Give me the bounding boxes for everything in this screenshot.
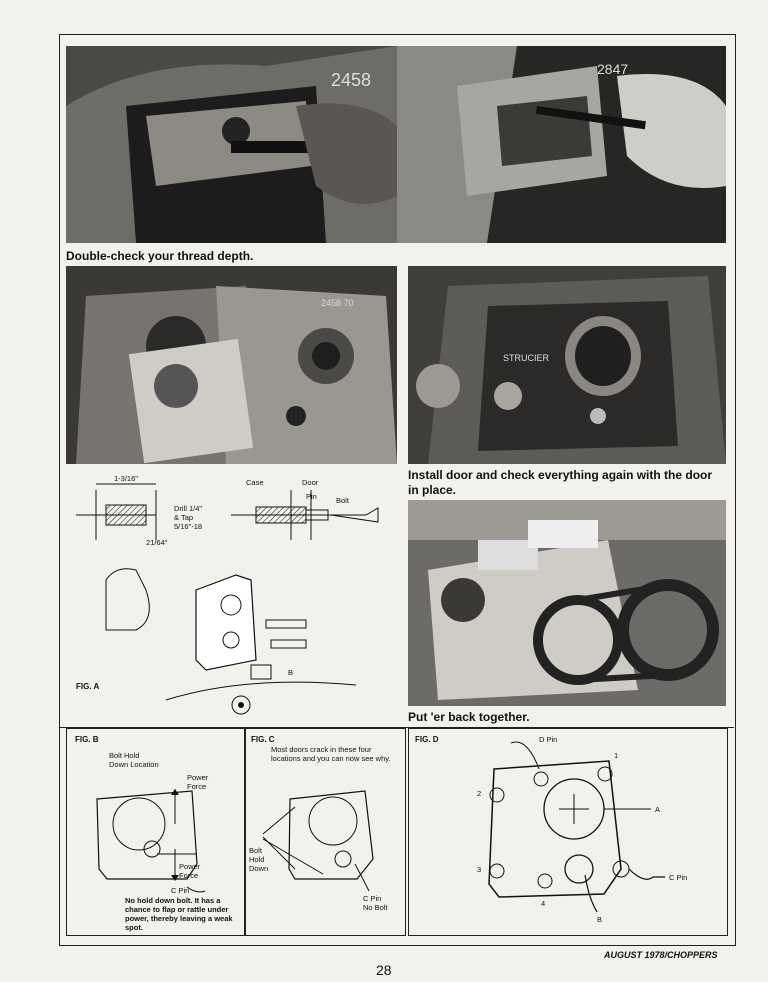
fig-b-power-force-bottom: Power Force [179, 862, 201, 880]
photo-door-installed [408, 266, 726, 464]
fig-a-label: FIG. A [76, 682, 100, 691]
page-number: 28 [376, 962, 392, 978]
fig-a-bolt: Bolt [336, 496, 349, 505]
photo-tapping-case [66, 46, 397, 243]
fig-a-dim-top: 1-3/16" [114, 474, 138, 483]
fig-d-n1: 1 [614, 751, 619, 760]
caption-install-door: Install door and check everything again with the door in place. [408, 468, 713, 497]
fig-d-b: B [597, 915, 603, 924]
fig-b-note: No hold down bolt. It has a chance to flap or rattle under power, thereby leaving a weak spot. [125, 896, 233, 932]
fig-a-tap: & Tap [174, 513, 194, 522]
fig-c-bolt-hold-down: Bolt Hold Down [249, 846, 269, 873]
fig-a-dim-bottom: 21/64" [146, 538, 168, 547]
fig-a-b: B [288, 668, 294, 677]
fig-d-n3: 3 [477, 865, 482, 874]
fig-c-c-pin-no-bolt: C Pin No Bolt [363, 894, 388, 912]
fig-b-label: FIG. B [75, 735, 99, 744]
fig-b-box [66, 728, 246, 936]
fig-a-drill: Drill 1/4" [174, 504, 203, 513]
fig-d-label: FIG. D [415, 735, 439, 744]
photo-case-and-door [66, 266, 397, 464]
fig-d-a: A [655, 805, 661, 814]
fig-d-n2: 2 [477, 789, 482, 798]
fig-b-c-pin: C Pin [171, 886, 190, 895]
fig-a-pin: Pin [306, 492, 317, 501]
fig-a [66, 470, 398, 720]
svg-text:STRUCIER: STRUCIER [503, 353, 550, 363]
fig-b-bolt-hold: Bolt Hold Down Location [109, 751, 159, 769]
photo-tapping-closeup [397, 46, 726, 243]
footer-issue: AUGUST 1978/CHOPPERS [604, 950, 718, 960]
fig-a-thread: 5/16"-18 [174, 522, 203, 531]
svg-text:2458: 2458 [331, 70, 372, 90]
fig-b-power-force-top: Power Force [187, 773, 209, 791]
fig-c-box [244, 728, 406, 936]
fig-d-c-pin: C Pin [669, 873, 688, 882]
caption-put-back: Put 'er back together. [408, 710, 530, 724]
fig-d-box [408, 728, 728, 936]
fig-c-label: FIG. C [251, 735, 275, 744]
photo-engine-assembled [408, 500, 726, 706]
svg-text:2458 70: 2458 70 [321, 298, 354, 308]
fig-a-case: Case [246, 478, 264, 487]
fig-a-door: Door [302, 478, 319, 487]
fig-d-d-pin: D Pin [539, 735, 558, 744]
fig-d-n4: 4 [541, 899, 546, 908]
caption-thread-depth: Double-check your thread depth. [66, 249, 254, 263]
svg-text:2847: 2847 [597, 61, 629, 77]
fig-c-note: Most doors crack in these four locations and you can now see why. [271, 745, 391, 763]
